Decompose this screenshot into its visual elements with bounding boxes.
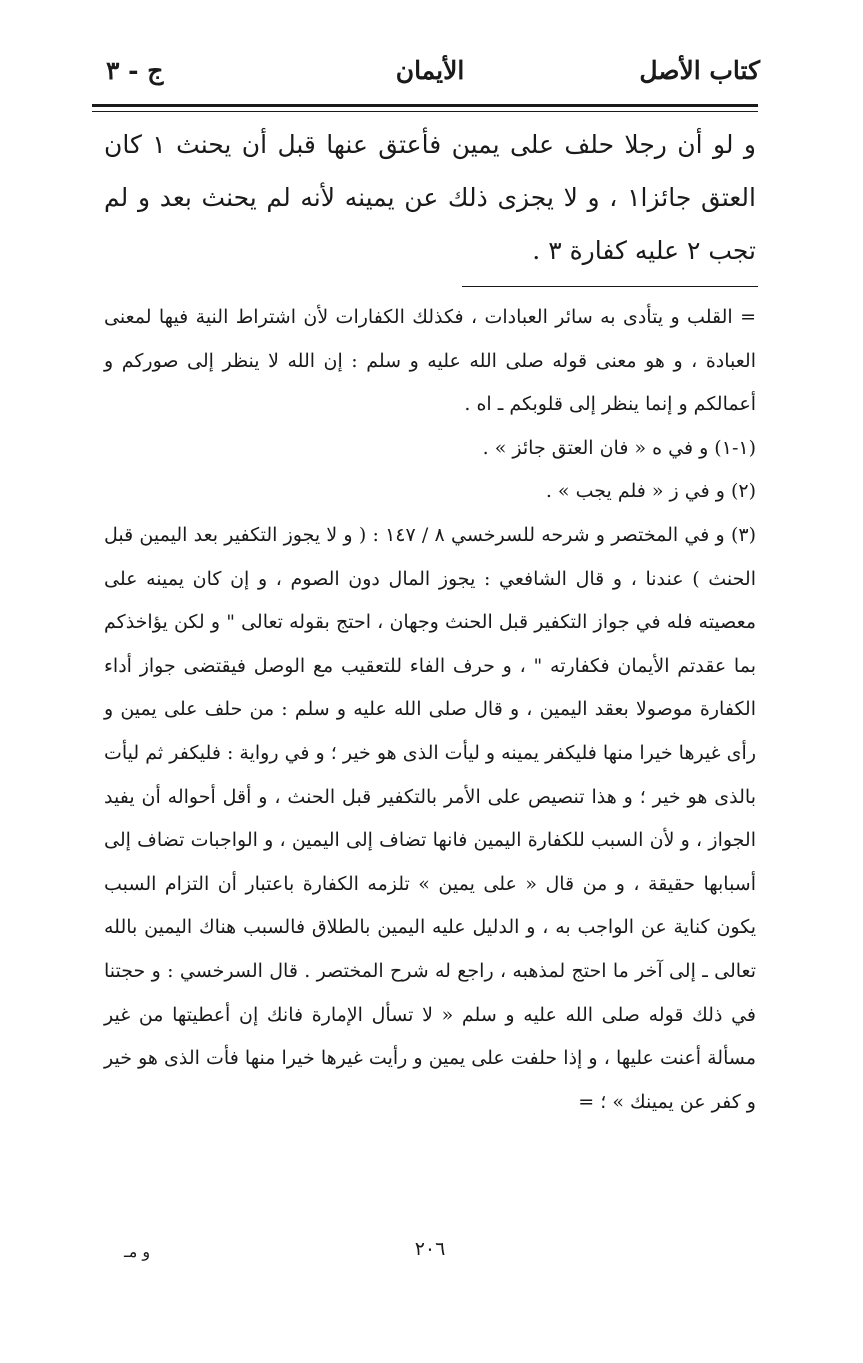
main-text [104, 118, 756, 277]
running-header [100, 52, 760, 96]
main-paragraph: و لو أن رجلا حلف على يمين فأعتق عنها قبل أن يحنث ١ كان العتق جائزا١ ، و لا يجزى ذلك عن يمينه لأنه لم يحنث بعد و لم تجب ٢ عليه كفارة ٣ . [104, 130, 757, 265]
page-footer [100, 1238, 760, 1268]
footnote-3: (٣) و في المختصر و شرحه للسرخسي ٨ / ١٤٧ : ( و لا يجوز التكفير بعد اليمين قبل الحنث ) عندنا ، و قال الشافعي : يجوز المال دون الصوم ، و إن كان يمينه على معصيته فله في جواز التكفير قبل الحنث وجهان ، احتج بقوله تعالى " و لكن يؤاخذكم بما عقدتم الأيمان فكفارته " ، و حرف الفاء للتعقيب مع الوصل فيقتضى جواز أداء الكفارة موصولا بعقد اليمين ، و قال صلى الله عليه و سلم : من حلف على يمين و رأى غيرها خيرا منها فليكفر يمينه و ليأت الذى هو خير ؛ و في رواية : فليكفر ثم ليأت بالذى هو خير ؛ و هذا تنصيص على الأمر بالتكفير قبل الحنث ، و أقل أحواله أن يفيد الجواز ، و لأن السبب للكفارة اليمين فانها تضاف إلى اليمين ، و الواجبات تضاف إلى أسبابها حقيقة ، و من قال « على يمين » تلزمه الكفارة باعتبار أن التزام السبب يكون كناية عن الواجب به ، و الدليل عليه اليمين بالطلاق فالسبب هناك اليمين بالله تعالى ـ إلى آخر ما احتج لمذهبه ، راجع له شرح المختصر . قال السرخسي : و حجتنا في ذلك قوله صلى الله عليه و سلم « لا تسأل الإمارة فانك إن أعطيتها من غير مسألة أعنت عليها ، و إذا حلفت على يمين و رأيت غيرها خيرا منها فأت الذى هو خير و كفر عن يمينك » ؛ = [104, 523, 756, 1113]
footnote-continuation: = القلب و يتأدى به سائر العبادات ، فكذلك الكفارات لأن اشتراط النية فيها لمعنى العبادة ، و هو معنى قوله صلى الله عليه و سلم : إن الله لا ينظر إلى صوركم و أعمالكم و إنما ينظر إلى قلوبكم ـ اه . [104, 306, 756, 416]
page-number: ٢٠٦ [414, 1238, 446, 1260]
volume-number: ج - ٣ [106, 56, 164, 85]
header-rule-thick [92, 104, 758, 107]
footnote-1: (١-١) و في ه « فان العتق جائز » . [482, 436, 756, 459]
chapter-title: الأيمان [395, 56, 465, 85]
book-title: كتاب الأصل [639, 56, 760, 85]
signature-mark: و مـ [124, 1242, 151, 1261]
footnote-2: (٢) و في ز « فلم يجب » . [545, 480, 756, 503]
footnote-separator [462, 286, 758, 287]
footnotes [104, 296, 756, 1124]
header-rule-thin [92, 111, 758, 112]
